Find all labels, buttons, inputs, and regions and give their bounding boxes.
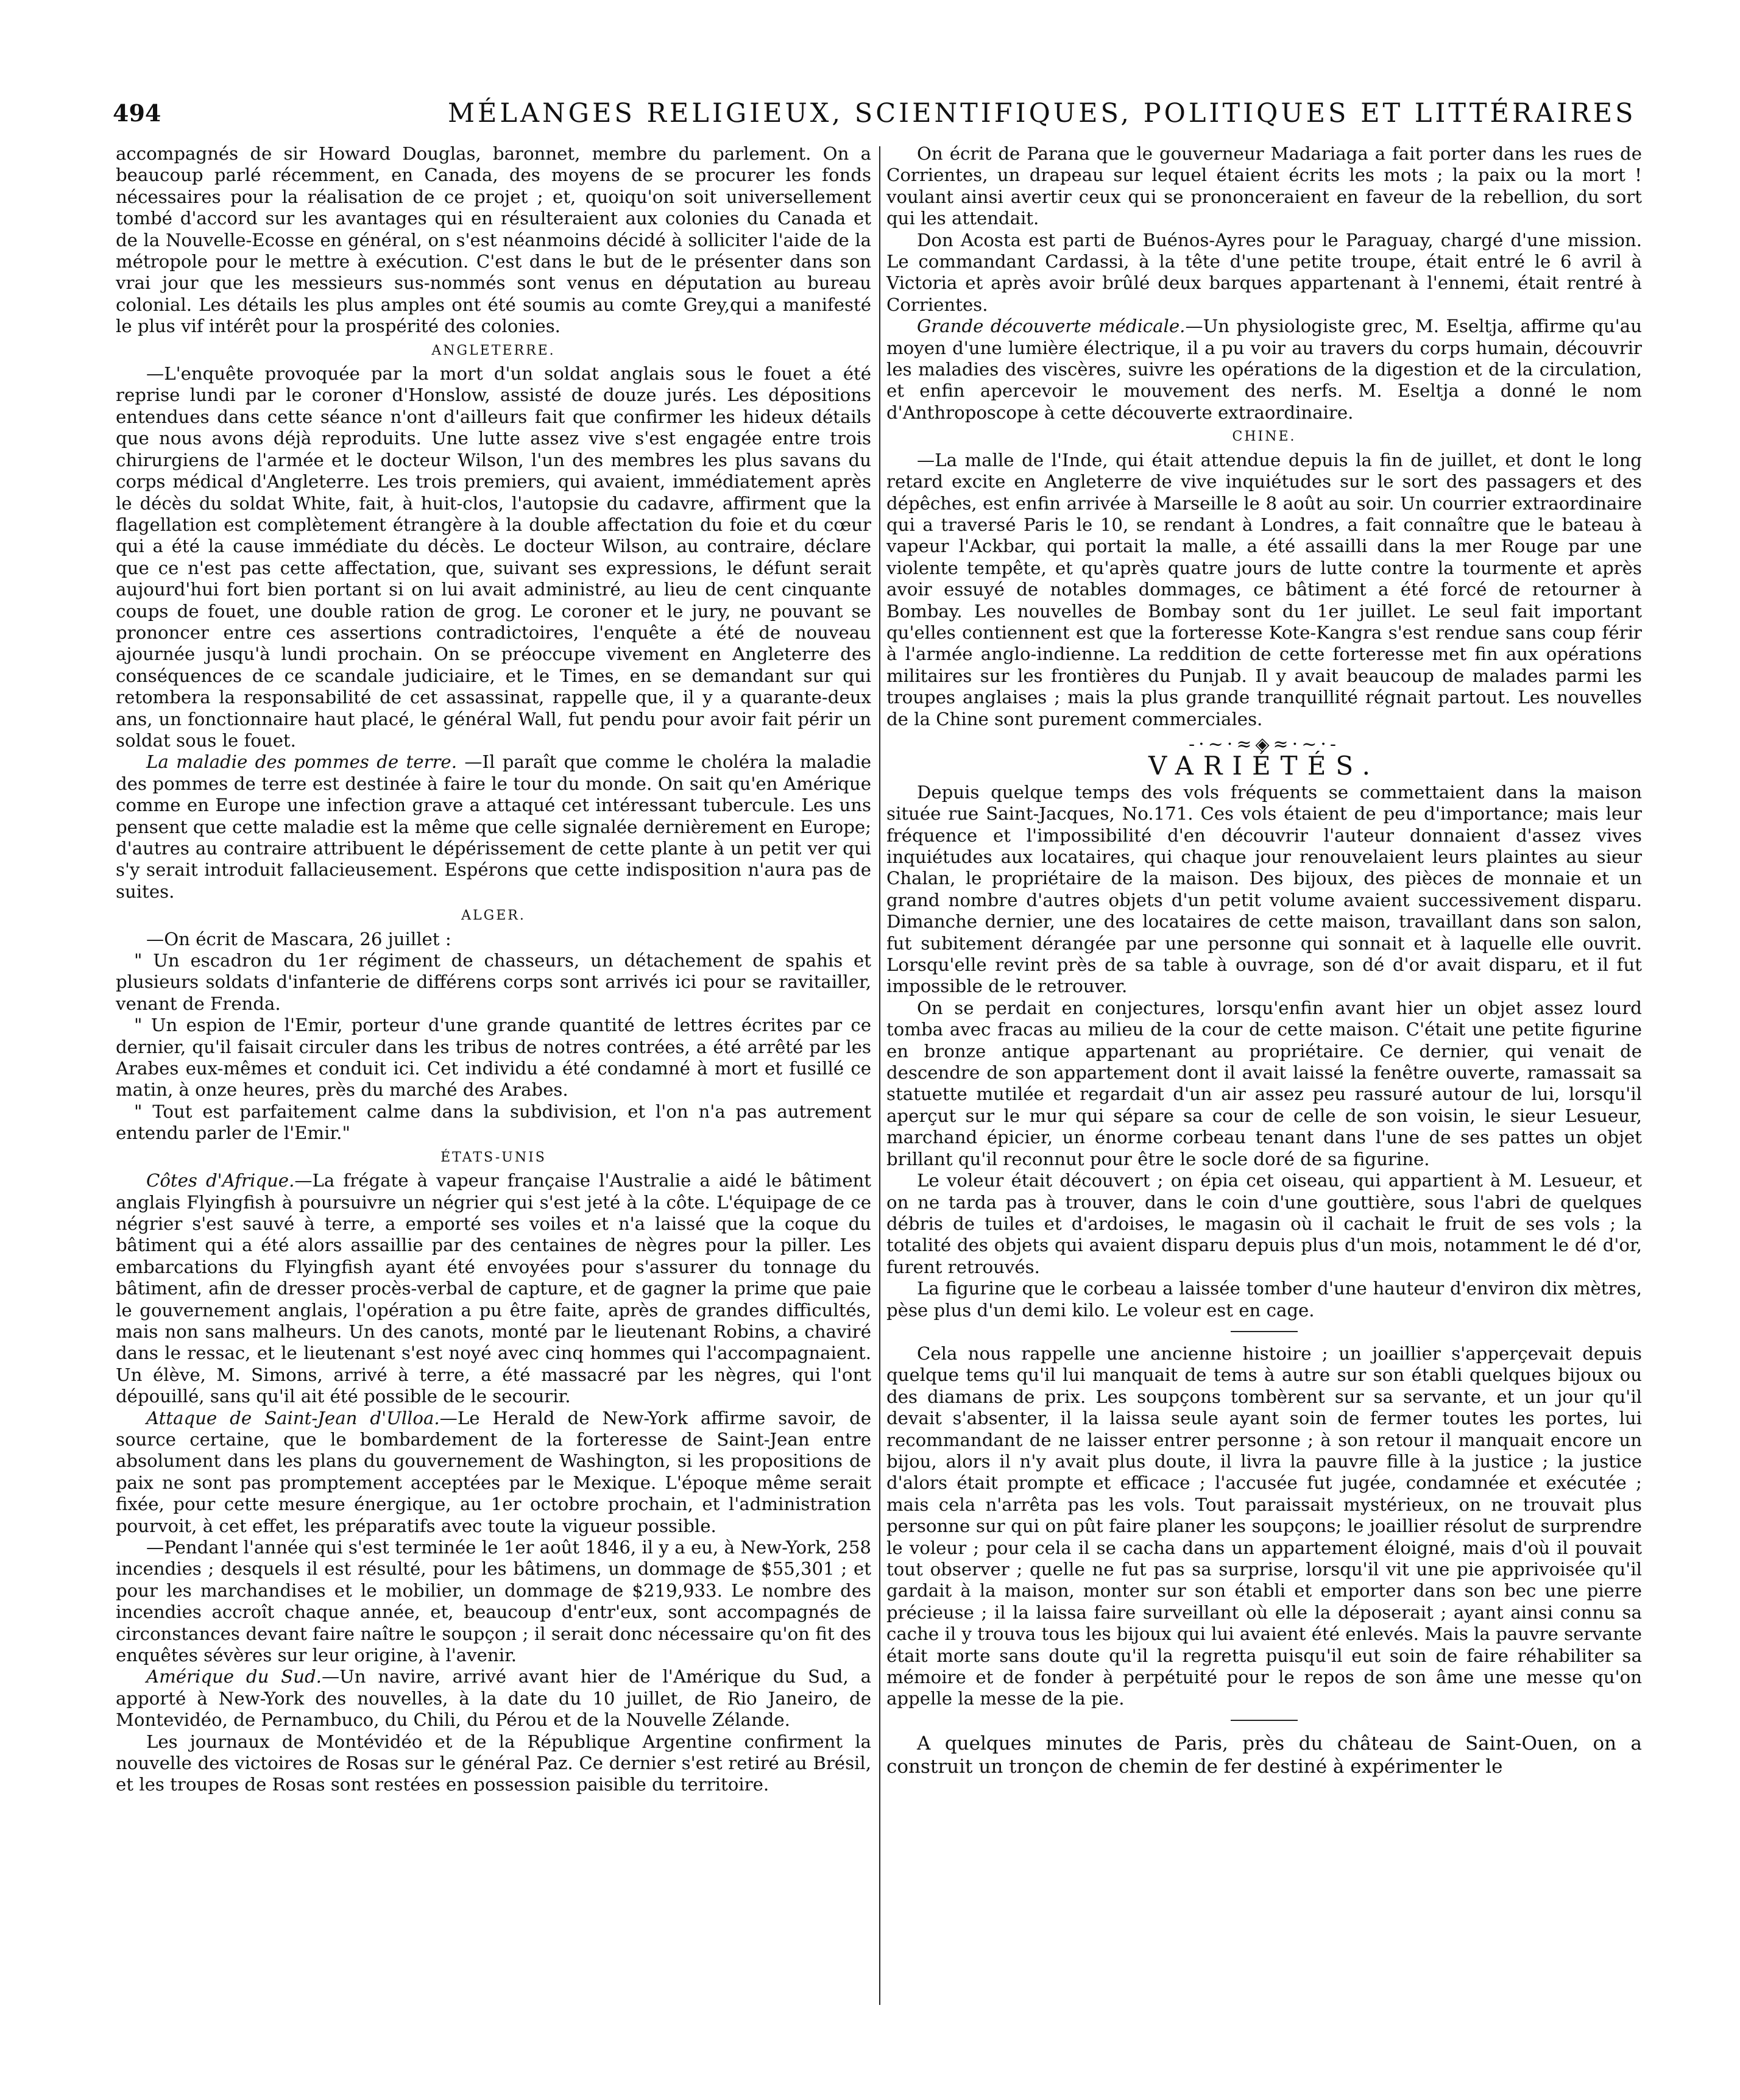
article-body: —Un physiologiste grec, M. Eseltja, affirme qu'au moyen d'une lumière électrique, il a pu voir au travers du corps humain, découvrir les maladies des viscères, suivre les opérations de la digestion et de la circulation, et enfin apercevoir le mouvement des nerfs. M. Eseltja a donné le nom d'Anthroposcope à cette découverte extraordinaire. — [886, 316, 1642, 423]
article-paragraph: Le voleur était découvert ; on épia cet oiseau, qui appartient à M. Lesueur, et on ne tarda pas à trouver, dans le coin d'une gouttière, sous l'abri de quelques débris de tuiles et d'ardoises, le magasin où il cachait le fruit de ses vols ; la totalité des objets qui avaient disparu depuis plus d'un mois, notamment le dé d'or, furent retrouvés. — [886, 1170, 1642, 1277]
article-paragraph — [116, 751, 871, 903]
article-paragraph: On se perdait en conjectures, lorsqu'enfin avant hier un objet assez lourd tomba avec fracas au milieu de la cour de cette maison. C'était une petite figurine en bronze antique appartenant au propriétaire. Ce dernier, qui venait de descendre de son appartement dont il avait laissé la fenêtre ouverte, ramassait sa statuette mutilée et regardait d'un air assez peu rassuré autour de lui, lorsqu'il aperçut sur le mur qui sépare sa cour de celle de son voisin, le sieur Lesueur, marchand épicier, un énorme corbeau tenant dans l'une de ses pattes un objet brillant qu'il reconnut pour être le socle doré de sa figurine. — [886, 997, 1642, 1169]
article-paragraph: Don Acosta est parti de Buénos-Ayres pour le Paraguay, chargé d'une mission. Le commandant Cardassi, à la tête d'une petite troupe, était entré le 6 avril à Victoria et après avoir brûlé deux barques appartenant à l'ennemi, était rentré à Corrientes. — [886, 229, 1642, 315]
article-paragraph — [116, 1170, 871, 1407]
quoted-paragraph: " Tout est parfaitement calme dans la subdivision, et l'on n'a pas autrement entendu parler de l'Emir." — [116, 1101, 871, 1144]
article-paragraph — [886, 316, 1642, 424]
article-lead: La maladie des pommes de terre. — [146, 751, 457, 773]
article-lead: Attaque de Saint-Jean d'Ulloa. — [146, 1407, 440, 1428]
article-paragraph: —L'enquête provoquée par la mort d'un soldat anglais sous le fouet a été reprise lundi par le coroner d'Honslow, assisté de douze jurés. Les dépositions entendues dans cette séance n'ont d'ailleurs fait que confirmer les hideux détails que nous avons déjà reproduits. Une lutte assez vive s'est engagée entre trois chirurgiens de l'armée et le docteur Wilson, l'un des membres les plus savans du corps médical d'Angleterre. Les trois premiers, qui avaient, immédiatement après le décès du soldat White, fait, à huit-clos, l'autopsie du cadavre, affirment que la flagellation est complètement étrangère à la double affectation du foie et du cœur qui a été la cause immédiate du décès. Le docteur Wilson, au contraire, déclare que ce n'est pas cette affectation, que, suivant ses expressions, le défunt serait aujourd'hui fort bien portant si on lui avait administré, au lieu de cent cinquante coups de fouet, une double ration de grog. Le coroner et le jury, ne pouvant se prononcer entre ces assertions contradictoires, l'enquête a été de nouveau ajournée jusqu'à lundi prochain. On se préoccupe vivement en Angleterre des conséquences de ce scandale judiciaire, et le Times, en se demandant sur qui retombera la responsabilité de cet assassinat, rappelle que, il y a quarante-deux ans, un fonctionnaire haut placé, le général Wall, fut pendu pour avoir fait périr un soldat sous le fouet. — [116, 363, 871, 751]
section-title-varietes: VARIÉTÉS. — [1148, 751, 1380, 781]
quoted-paragraph: " Un espion de l'Emir, porteur d'une grande quantité de lettres écrites par ce dernier, qu'il faisait circuler dans les tribus de notres contrées, a été arrêté par les Arabes eux-mêmes et conduit ici. Cet individu a été condamné à mort et fusillé ce matin, à onze heures, près du marché des Arabes. — [116, 1015, 871, 1101]
article-paragraph: accompagnés de sir Howard Douglas, baronnet, membre du parlement. On a beaucoup parlé récemment, en Canada, des moyens de se procurer les fonds nécessaires pour la réalisation de ce projet ; et, quoiqu'on soit universellement tombé d'accord sur les avantages qui en résulteraient aux colonies du Canada et de la Nouvelle-Ecosse en général, on s'est néanmoins décidé à solliciter l'aide de la métropole pour le mettre à exécution. C'est dans le but de le présenter dans son vrai jour que les messieurs sus-nommés sont venus en députation au bureau colonial. Les détails les plus amples ont été soumis au comte Grey,qui a manifesté le plus vif intérêt pour la prospérité des colonies. — [116, 143, 871, 337]
article-paragraph: —Pendant l'année qui s'est terminée le 1er août 1846, il y a eu, à New-York, 258 incendies ; desquels il est résulté, pour les bâtimens, un dommage de $55,301 ; et pour les marchandises et le mobilier, un dommage de $219,933. Le nombre des incendies accroît chaque année, et, beaucoup d'entr'eux, sont accompagnés de circonstances devant faire naître le soupçon ; il serait donc nécessaire qu'on fit des enquêtes sévères sur leur origine, à l'avenir. — [116, 1537, 871, 1666]
page-header — [113, 94, 1636, 137]
running-title: MÉLANGES RELIGIEUX, SCIENTIFIQUES, POLITIQUES ET LITTÉRAIRES — [448, 98, 1636, 129]
article-body: —Le Herald de New-York affirme savoir, de source certaine, que le bombardement de la forteresse de Saint-Jean entre absolument dans les plans du gouvernement de Washington, si les propositions de paix ne sont pas promptement acceptées par le Mexique. L'époque même serait fixée, pour cette mesure énergique, au 1er octobre prochain, et l'administration pourvoit, à cet effet, les préparatifs avec toute la vigueur possible. — [116, 1407, 871, 1536]
article-body: —Un navire, arrivé avant hier de l'Amérique du Sud, a apporté à New-York des nouvelles, à la date du 10 juillet, de Rio Janeiro, de Montevidéo, de Pernambuco, du Chili, du Pérou et de la Nouvelle Zélande. — [116, 1666, 871, 1731]
article-paragraph: —On écrit de Mascara, 26 juillet : — [146, 928, 451, 949]
ornament-divider: -·~·≈◈≈·~·- — [1188, 733, 1340, 755]
article-paragraph: La figurine que le corbeau a laissée tomber d'une hauteur d'environ dix mètres, pèse plus d'un demi kilo. Le voleur est en cage. — [886, 1278, 1642, 1321]
article-paragraph: Les journaux de Montévidéo et de la République Argentine confirment la nouvelle des victoires de Rosas sur le général Paz. Ce dernier s'est retiré au Brésil, et les troupes de Rosas sont restées en possession paisible du territoire. — [116, 1731, 871, 1795]
article-paragraph: A quelques minutes de Paris, près du château de Saint-Ouen, on a construit un tronçon de chemin de fer destiné à expérimenter le — [886, 1732, 1642, 1778]
page-number: 494 — [113, 99, 161, 127]
right-column — [886, 143, 1642, 1778]
section-heading-alger: ALGER. — [461, 908, 526, 924]
article-paragraph: Cela nous rappelle une ancienne histoire ; un joaillier s'apperçevait depuis quelque tems qu'il lui manquait de tems à autre sur son établi quelques bijoux ou des diamans de prix. Les soupçons tombèrent sur sa servante, et un jour qu'il devait s'absenter, il la laissa seule ayant soin de fermer toutes les portes, lui recommandant de ne laisser entrer personne ; à son retour il manquait encore un bijou, alors il n'y avait plus doute, il livra la pauvre fille à la justice ; la justice d'alors était prompte et efficace ; l'accusée fut jugée, condamnée et exécutée ; mais cela n'arrêta pas les vols. Tout paraissait mystérieux, on ne trouvait plus personne sur qui on pût faire planer les soupçons; le joaillier résolut de surprendre le voleur ; pour cela il se cacha dans un appartement éloigné, mais d'où il pouvait tout observer ; quelle ne fut pas sa surprise, lorsqu'il vit une pie apprivoisée qu'il gardait à la maison, monter sur son établi et emporter dans son bec une pierre précieuse ; il la laissa faire surveillant où elle la déposerait ; ayant ainsi connu sa cache il y trouva tous les bijoux qui lui avaient été enlevés. Mais la pauvre servante était morte sans doute qu'il la regretta puisqu'il eut soin de faire réhabiliter sa mémoire et de fonder à perpétuité pour le repos de son âme une messe qu'on appelle la messe de la pie. — [886, 1343, 1642, 1709]
short-rule — [1231, 1331, 1298, 1332]
section-heading-angleterre: ANGLETERRE. — [431, 342, 556, 358]
column-divider — [879, 146, 880, 2005]
article-paragraph: On écrit de Parana que le gouverneur Madariaga a fait porter dans les rues de Corrientes, un drapeau sur lequel étaient écrits les mots ; la paix ou la mort ! voulant ainsi avertir ceux qui se prononceraient en faveur de la rebellion, du sort qui les attendait. — [886, 143, 1642, 229]
article-lead: Amérique du Sud. — [146, 1666, 322, 1687]
section-heading-chine: CHINE. — [1232, 429, 1296, 445]
article-paragraph: —La malle de l'Inde, qui était attendue depuis la fin de juillet, et dont le long retard excite en Angleterre de vive inquiétudes sur le sort des passagers et des dépêches, est enfin arrivée à Marseille le 8 août au soir. Un courrier extraordinaire qui a traversé Paris le 10, se rendant à Londres, a fait connaître que le bateau à vapeur l'Ackbar, qui portait la malle, a été assailli dans la mer Rouge par une violente tempête, et qu'après quatre jours de lutte contre la tourmente et après avoir essuyé de notables dommages, ce bâtiment a été forcé de retourner à Bombay. Les nouvelles de Bombay sont du 1er juillet. Le seul fait important qu'elles contiennent est que la forteresse Kote-Kangra s'est rendue sans coup férir à l'armée anglo-indienne. La reddition de cette forteresse met fin aux opérations militaires sur les frontières du Punjab. Il y avait beaucoup de malades parmi les troupes anglaises ; mais la plus grande tranquillité régnait partout. Les nouvelles de la Chine sont purement commerciales. — [886, 449, 1642, 729]
article-paragraph: Depuis quelque temps des vols fréquents se commettaient dans la maison située rue Saint-Jacques, No.171. Ces vols étaient de peu d'importance; mais leur fréquence et l'impossibilité d'en découvrir l'auteur donnaient d'assez vives inquiétudes aux locataires, qui chaque jour renouvelaient leurs plaintes au sieur Chalan, le propriétaire de la maison. Des bijoux, des pièces de monnaie et un grand nombre d'autres objets d'un petit volume avaient successivement disparu. Dimanche dernier, une des locataires de cette maison, travaillant dans son salon, fut subitement dérangée par une personne qui sonnait et à laquelle elle ouvrit. Lorsqu'elle revint près de sa table à ouvrage, son dé d'or avait disparu, et il fut impossible de le retrouver. — [886, 781, 1642, 997]
article-lead: Grande découverte médicale. — [917, 316, 1186, 337]
section-heading-etats-unis: ÉTATS-UNIS — [440, 1149, 546, 1165]
article-body: —La frégate à vapeur française l'Australie a aidé le bâtiment anglais Flyingfish à poursuivre un négrier qui s'est jeté à la côte. L'équipage de ce négrier s'est sauvé à terre, a emporté ses voiles et n'a laissé que la coque du bâtiment qui a été alors assaillie par des centaines de nègres pour la piller. Les embarcations du Flyingfish ayant été envoyées pour s'assurer du tonnage du bâtiment, afin de dresser procès-verbal de capture, et de gagner la prime que paie le gouvernement anglais, l'opération a pu être faite, après de grandes difficultés, mais non sans malheurs. Un des canots, monté par le lieutenant Robins, a chaviré dans le ressac, et le lieutenant s'est noyé avec cinq hommes qui l'accompagnaient. Un élève, M. Simons, arrivé à terre, a été massacré par les nègres, qui l'ont dépouillé, sans qu'il ait été possible de le secourir. — [116, 1170, 871, 1407]
left-column — [116, 143, 871, 1796]
article-body: —Il paraît que comme le choléra la maladie des pommes de terre est destinée à faire le tour du monde. On sait qu'en Amérique comme en Europe une infection grave a attaqué cet intéressant tubercule. Les uns pensent que cette maladie est la même que celle signalée dernièrement en Europe; d'autres au contraire attribuent le dépérissement de cette plante à un petit ver qui s'y serait introduit fallacieusement. Espérons que cette indisposition n'aura pas de suites. — [116, 751, 871, 902]
article-lead: Côtes d'Afrique. — [146, 1170, 295, 1191]
article-paragraph — [116, 1408, 871, 1537]
quoted-paragraph: " Un escadron du 1er régiment de chasseurs, un détachement de spahis et plusieurs soldats d'infanterie de différens corps sont arrivés ici pour se ravitailler, venant de Frenda. — [116, 950, 871, 1014]
article-paragraph — [116, 1666, 871, 1731]
short-rule — [1231, 1720, 1298, 1721]
